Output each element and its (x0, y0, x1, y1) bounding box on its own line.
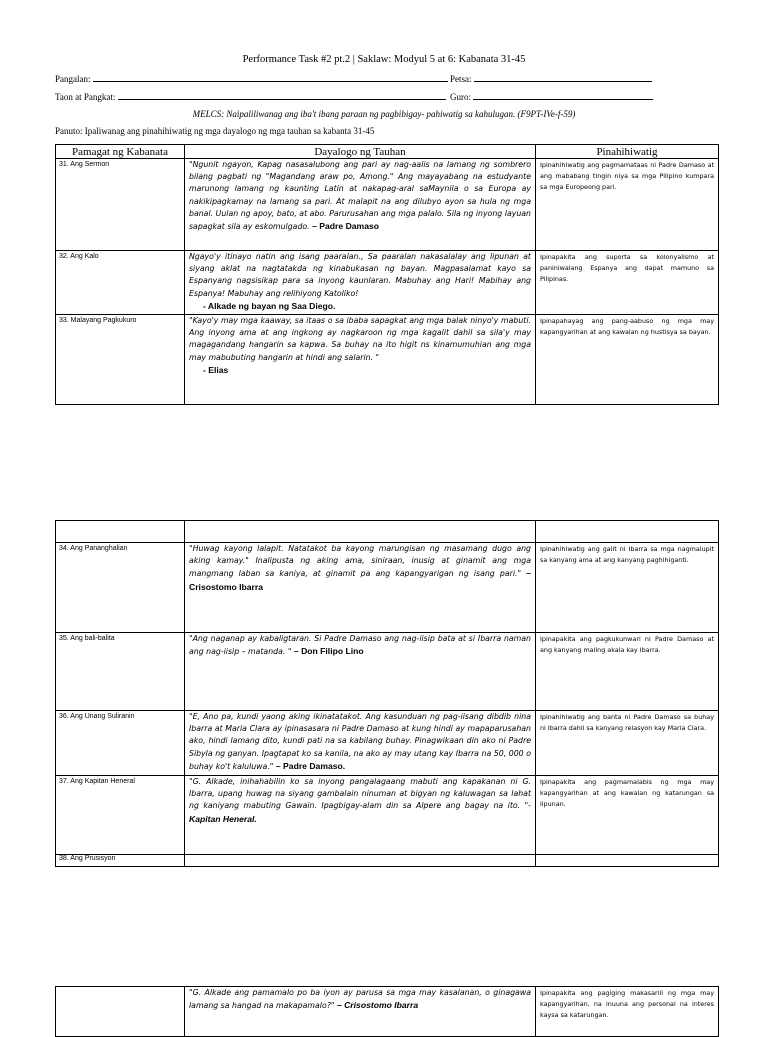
kabanata-cell (56, 987, 185, 1037)
melcs-text: MELCS: Naipaliliwanag ang iba't ibang paraan ng pagbibigay- pahiwatig sa kahulugan. (F9PT-IVe-f-59) (192, 109, 576, 119)
dayalogo-cell[interactable] (185, 633, 536, 711)
dayalogo-cell[interactable] (185, 776, 536, 855)
column-header: Pinahihiwatig (536, 145, 719, 159)
pinahihiwatig-cell[interactable]: Ipinapakita ang pagmamalabis ng mga may kapangyarihan at ang kawalan ng katarungan sa lipunan. (536, 776, 719, 855)
pinahihiwatig-cell[interactable]: Ipinahihiwatig ang galit ni Ibarra sa mga nagmalupit sa kanyang ama at ang kanyang paghihiganti. (536, 543, 719, 633)
dayalogo-text: "Huwag kayong lalapit. Natatakot ba kayong marungisan ng masamang dugo ang aking kamay." Inalipusta ng aking ama, siniraan, inusig at ginamit ang mga mangmang laban sa kaniya, at ginamit pa ang kapangyarigan ng isang pari." (189, 544, 531, 579)
kabanata-cell: 34. Ang Pananghalian (56, 543, 185, 633)
dayalogo-text: "G. Alkade ang pamamalo po ba iyon ay parusa sa mga may kasalanan, o ginagawa lamang sa hangad na makapamalo?" (189, 988, 531, 1011)
dayalogo-cell[interactable] (185, 711, 536, 776)
task-table-part-3 (55, 986, 719, 1037)
speaker-name: – Padre Damaso (312, 221, 379, 232)
dayalogo-cell[interactable] (185, 251, 536, 315)
kabanata-cell: 37. Ang Kapitan Heneral (56, 776, 185, 855)
speaker-name: – Don Filipo Lino (293, 646, 364, 657)
speaker-name: - Elias (203, 364, 229, 375)
taon-label: Taon at Pangkat: (55, 92, 116, 102)
petsa-line (474, 73, 652, 82)
table-row (56, 251, 719, 315)
table-row (56, 633, 719, 711)
dayalogo-cell[interactable] (185, 159, 536, 251)
blank-cell (185, 521, 536, 543)
blank-cell (536, 521, 719, 543)
dayalogo-cell[interactable] (185, 543, 536, 633)
task-table-part-1 (55, 144, 719, 405)
table-row (56, 776, 719, 855)
dayalogo-text: "Kayo'y may mga kaaway, sa itaas o sa ibaba sapagkat ang mga balak ninyo'y mabuti. Ang inyong ama at ang ingkong ay nagkaroon ng mga kagalit dahil sa sila'y may magagandang hangarin sa kapwa. Sa buhay na ito higit ns kinamumuhian ang mga may mabubuting hangarin at hindi ang salarin. " (189, 316, 531, 362)
column-header: Pamagat ng Kabanata (56, 145, 185, 159)
pinahihiwatig-cell[interactable]: Ipinapakita ang pagkukunwari ni Padre Damaso at ang kanyang maling akala kay Ibarra. (536, 633, 719, 711)
pangalan-line (93, 73, 448, 82)
dayalogo-text: "G. Alkade, inihahabilin ko sa inyong pangalagaang mabuti ang kapakanan ni G. Ibarra, upang huwag na siyang gambalain ninuman at bigyan ng kaluwagan sa lahat ng kaniyang mabuting Gawain. Ipagbigay-alam din sa Alpere ang bagay na ito. "- (189, 777, 531, 811)
kabanata-cell: 32. Ang Kalo (56, 251, 185, 315)
speaker-name: – Padre Damaso. (275, 760, 346, 771)
pangalan-label: Pangalan: (55, 74, 91, 84)
table-header-row (56, 145, 719, 159)
table-row (56, 711, 719, 776)
taon-field[interactable] (55, 91, 446, 102)
table-blank-row (56, 521, 719, 543)
panuto-text: Panuto: Ipaliwanag ang pinahihiwatig ng mga dayalogo ng mga tauhan sa kabanta 31-45 (55, 126, 375, 136)
speaker-name: Kapitan Heneral. (189, 813, 257, 824)
pinahihiwatig-cell[interactable]: Ipinapakita ang pagiging makasarili ng mga may kapangyarihan, na inuuna ang personal na interes kaysa sa katarungan. (536, 987, 719, 1037)
guro-field[interactable] (450, 91, 653, 102)
speaker-name: – Crisostomo Ibarra (189, 568, 531, 592)
dayalogo-text: "Ang naganap ay kabaligtaran. Si Padre Damaso ang nag-iisip bata at si Ibarra naman ang nag-iisip – matanda. " (189, 634, 531, 657)
dayalogo-text: "E, Ano pa, kundi yaong aking ikinatatakot. Ang kasunduan ng pag-iisang dibdib nina Ibarra at Maria Clara ay ipinasasara ni Padre Damaso at kung hindi ay mapaparusahan ako, hindi lamang dito, kundi pati na sa kabilang buhay. Pinagwikaan din ako ni Padre Sibyla ng ganyan. Ipagtapat ko sa kanila, na ako ay may utang kay Ibarra na 50, 000 o buhay ko't kaluluwa." (189, 712, 531, 771)
speaker-name: - Alkade ng bayan ng Saa Diego. (203, 300, 336, 311)
pinahihiwatig-cell[interactable]: Ipinahihiwatig ang pagmamataas ni Padre Damaso at ang mababang tingin niya sa mga Pilipino kumpara sa mga Europeong pari. (536, 159, 719, 251)
dayalogo-cell[interactable] (185, 855, 536, 867)
dayalogo-cell[interactable] (185, 315, 536, 405)
pinahihiwatig-cell[interactable]: Ipinahihiwatig ang banta ni Padre Damaso sa buhay ni Ibarra dahil sa kanyang relasyon kay Maria Clara. (536, 711, 719, 776)
guro-label: Guro: (450, 92, 471, 102)
table-row (56, 855, 719, 867)
column-header: Dayalogo ng Tauhan (185, 145, 536, 159)
page-title: Performance Task #2 pt.2 | Saklaw: Modyul 5 at 6: Kabanata 31-45 (242, 54, 526, 65)
table-row (56, 543, 719, 633)
pinahihiwatig-cell[interactable]: Ipinapahayag ang pang-aabuso ng mga may kapangyarihan at ang kawalan ng hustisya sa bayan. (536, 315, 719, 405)
kabanata-cell: 36. Ang Unang Suliranin (56, 711, 185, 776)
table-row (56, 315, 719, 405)
dayalogo-cell[interactable] (185, 987, 536, 1037)
petsa-label: Petsa: (450, 74, 472, 84)
pinahihiwatig-cell[interactable] (536, 855, 719, 867)
kabanata-cell: 38. Ang Prusisyon (56, 855, 185, 867)
table-row (56, 987, 719, 1037)
kabanata-cell: 35. Ang bali-balita (56, 633, 185, 711)
blank-cell (56, 521, 185, 543)
speaker-name: – Crisostomo Ibarra (336, 1000, 419, 1011)
dayalogo-text: "Ngunit ngayon, Kapag nasasalubong ang pari ay nag-aalis na lamang ng sombrero bilang pagbati ng "Magandang araw po, Among." Ang mayayabang na estudyante marunong lamang ng kaunting Latin at nakapag-aral saMaynila o sa Europa ay nakikipagkamay na lamang sa pari. At malapit na ang dilubyo ayon sa hula ng mga banal. Uulan ng apoy, bato, at abo. Parurusahan ang mga palalo. Sila ng inyong layuan sapagkat sila ay eskomulgado. (189, 160, 531, 232)
pangalan-field[interactable] (55, 73, 448, 84)
dayalogo-text: Ngayo'y itinayo natin ang isang paaralan., Sa paaralan nakasalalay ang lipunan at siyang aklat na nagtatakda ng kinabukasan ng bayan. Magpasalamat kayo sa Espanyang nagsisikap para sa inyong kaunlaran. Mabuhay ang Hari! Mabihay ang Espanya! Mabuhay ang relihiyong Katoliko! (189, 252, 531, 298)
kabanata-cell: 31. Ang Sermon (56, 159, 185, 251)
task-table-part-2 (55, 520, 719, 867)
kabanata-cell: 33. Malayang Pagkukuro (56, 315, 185, 405)
petsa-field[interactable] (450, 73, 652, 84)
taon-line (118, 91, 446, 100)
table-row (56, 159, 719, 251)
guro-line (473, 91, 653, 100)
pinahihiwatig-cell[interactable]: Ipinapakita ang suporta sa kolonyalismo at paniniwalang Espanya ang dapat mamuno sa Pilipinas. (536, 251, 719, 315)
